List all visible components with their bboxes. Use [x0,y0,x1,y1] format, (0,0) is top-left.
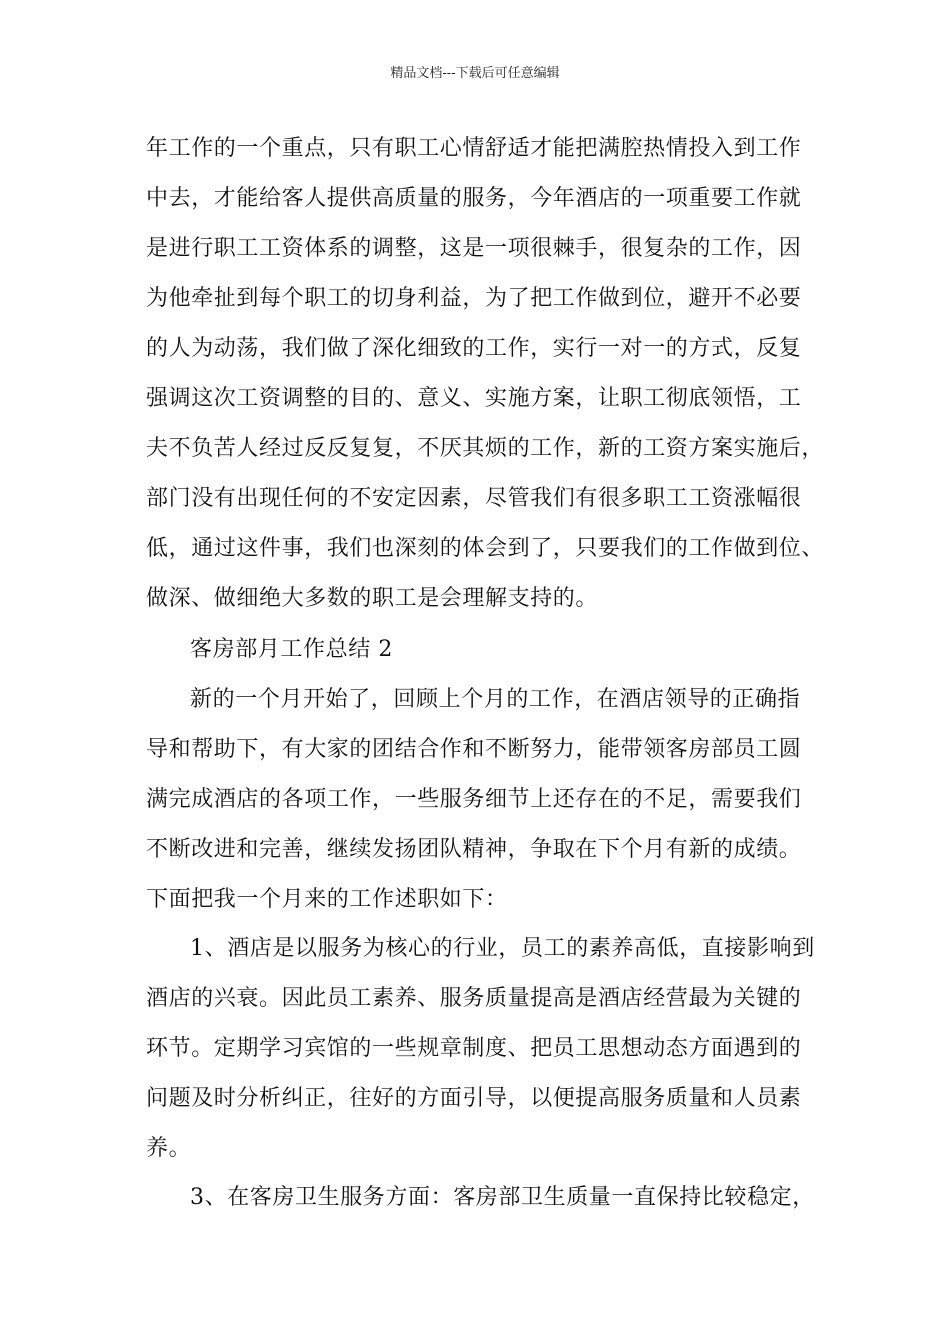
text-line: 酒店的兴衰。因此员工素养、服务质量提高是酒店经营最为关键的 [146,986,802,1011]
text-line: 满完成酒店的各项工作，一些服务细节上还存在的不足，需要我们 [146,787,802,812]
page-header: 精品文档---下载后可任意编辑 [390,66,560,81]
text-line: 3、在客房卫生服务方面：客房部卫生质量一直保持比较稳定， [190,1185,815,1210]
text-line: 低，通过这件事，我们也深刻的体会到了，只要我们的工作做到位、 [146,536,825,561]
paragraph-continuation [146,124,825,624]
text-line: 1、酒店是以服务为核心的行业，员工的素养高低，直接影响到 [190,936,815,961]
intro-paragraph [146,675,816,925]
text-line: 导和帮助下，有大家的团结合作和不断努力，能带领客房部员工圆 [146,737,802,762]
text-line: 中去，才能给客人提供高质量的服务，今年酒店的一项重要工作就 [146,186,802,211]
text-line: 部门没有出现任何的不安定因素，尽管我们有很多职工工资涨幅很 [146,486,802,511]
text-line: 的人为动荡，我们做了深化细致的工作，实行一对一的方式，反复 [146,336,802,361]
text-line: 做深、做细绝大多数的职工是会理解支持的。 [146,586,599,611]
section-heading [146,625,860,675]
item-1-paragraph [146,924,816,1174]
text-line: 新的一个月开始了，回顾上个月的工作，在酒店领导的正确指 [190,687,801,712]
section-heading-text: 客房部月工作总结 2 [190,637,393,662]
text-line: 夫不负苦人经过反反复复，不厌其烦的工作，新的工资方案实施后， [146,436,825,461]
text-line: 问题及时分析纠正，往好的方面引导，以便提高服务质量和人员素 [146,1086,802,1111]
text-line: 年工作的一个重点，只有职工心情舒适才能把满腔热情投入到工作 [146,136,802,161]
text-line: 强调这次工资调整的目的、意义、实施方案，让职工彻底领悟，工 [146,386,802,411]
text-line: 是进行职工工资体系的调整，这是一项很棘手，很复杂的工作，因 [146,236,802,261]
text-line: 不断改进和完善，继续发扬团队精神，争取在下个月有新的成绩。 [146,837,802,862]
text-line: 下面把我一个月来的工作述职如下： [146,887,508,912]
item-3-paragraph [146,1173,816,1223]
text-line: 为他牵扯到每个职工的切身利益，为了把工作做到位，避开不必要 [146,286,802,311]
text-line: 环节。定期学习宾馆的一些规章制度、把员工思想动态方面遇到的 [146,1036,802,1061]
text-line: 养。 [146,1136,192,1161]
